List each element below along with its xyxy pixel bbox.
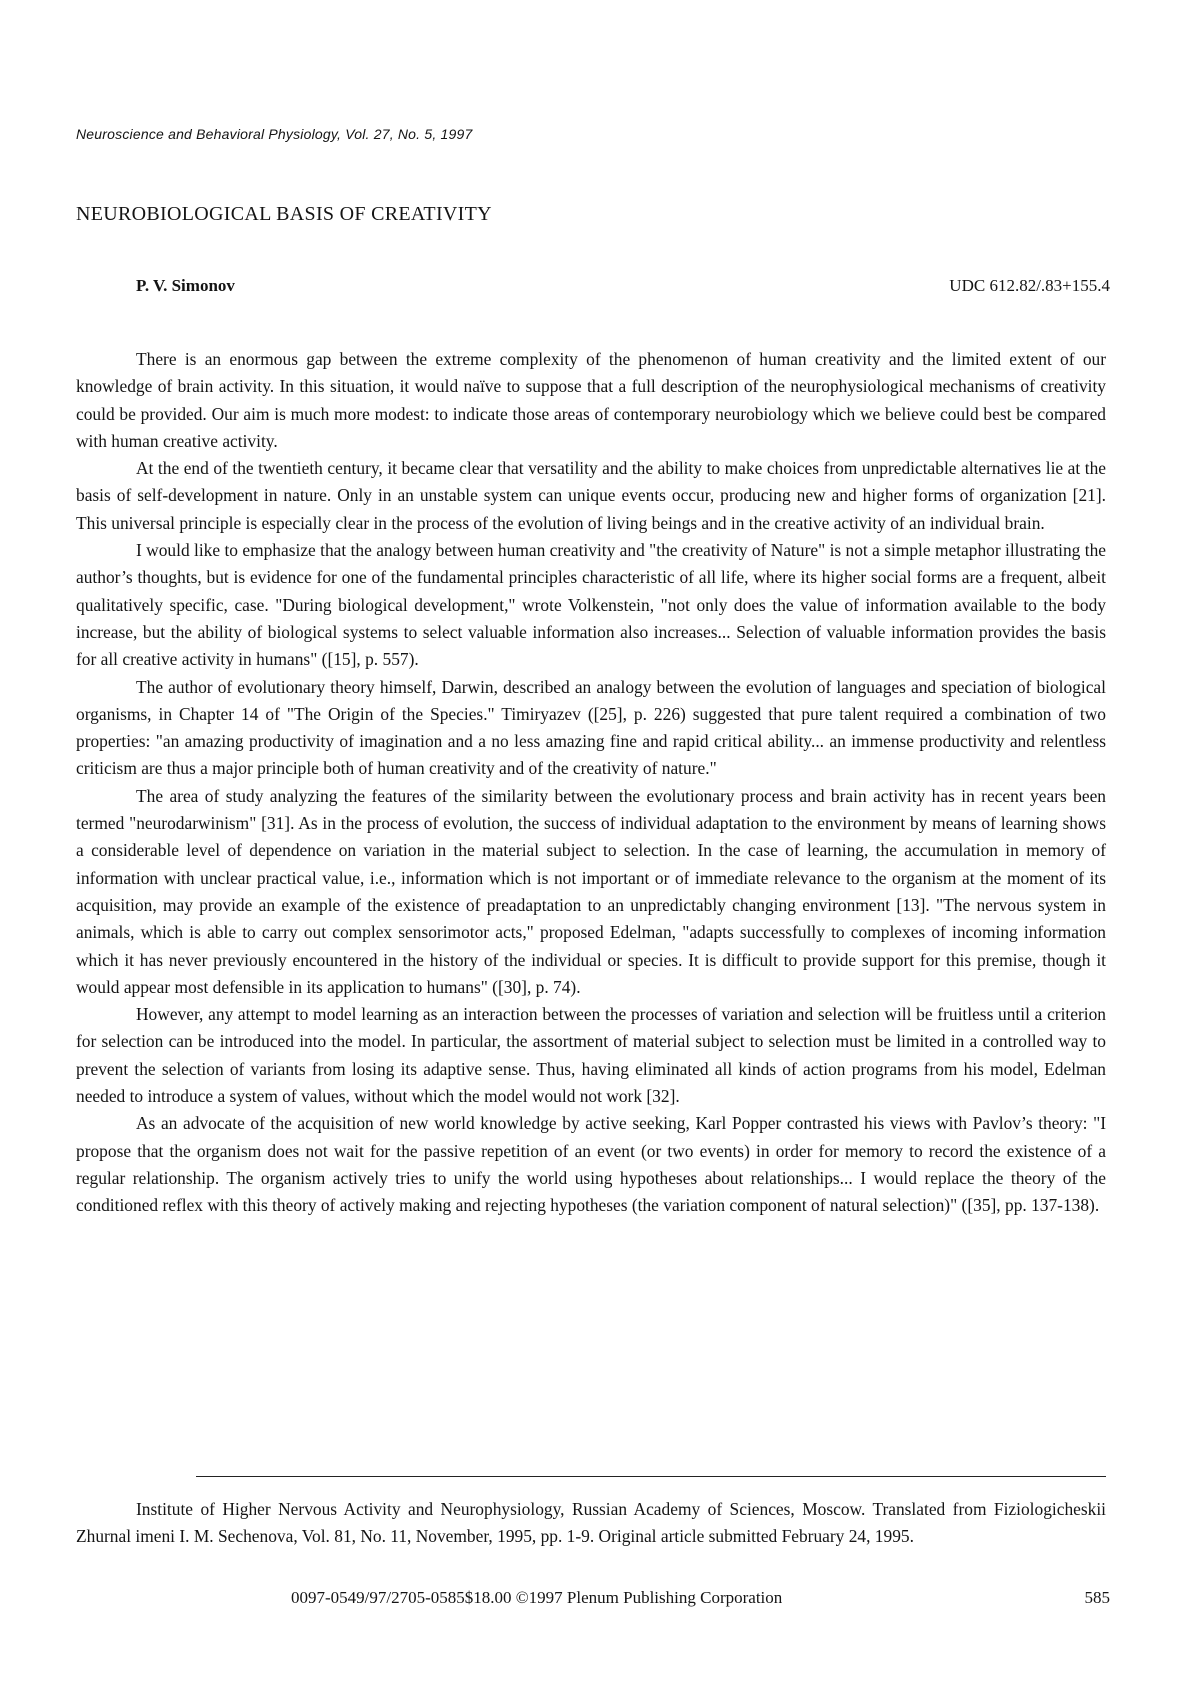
affiliation-footnote: Institute of Higher Nervous Activity and Neurophysiology, Russian Academy of Sciences, Moscow. Translated from Fiziologicheskii Zhurnal imeni I. M. Sechenova, Vol. 81, No. 11, November, 1995, pp. 1-9. Original article submitted February 24, 1995. xyxy=(76,1499,1106,1547)
paragraph: At the end of the twentieth century, it became clear that versatility and the ability to make choices from unpredictable alternatives lie at the basis of self-development in nature. Only in an unstable system can unique events occur, producing new and higher forms of organization [21]. This universal principle is especially clear in the process of the evolution of living beings and in the creative activity of an individual brain. xyxy=(76,458,1106,533)
paragraph: As an advocate of the acquisition of new world knowledge by active seeking, Karl Popper contrasted his views with Pavlov’s theory: "I propose that the organism does not wait for the passive repetition of an event (or two events) in order for memory to record the existence of a regular relationship. The organism actively tries to unify the world using hypotheses about relationships... I would replace the theory of the conditioned reflex with this theory of actively making and rejecting hypotheses (the variation component of natural selection)" ([35], pp. 137-138). xyxy=(76,1113,1106,1216)
paragraph: There is an enormous gap between the extreme complexity of the phenomenon of human creativity and the limited extent of our knowledge of brain activity. In this situation, it would naïve to suppose that a full description of the neurophysiological mechanisms of creativity could be provided. Our aim is much more modest: to indicate those areas of contemporary neurobiology which we believe could best be compared with human creative activity. xyxy=(76,349,1106,451)
paragraph: However, any attempt to model learning as an interaction between the processes of variation and selection will be fruitless until a criterion for selection can be introduced into the model. In particular, the assortment of material subject to selection must be limited in a controlled way to prevent the selection of variants from losing its adaptive sense. Thus, having eliminated all kinds of action programs from his model, Edelman needed to introduce a system of values, without which the model would not work [32]. xyxy=(76,1004,1106,1107)
page-number: 585 xyxy=(1084,1588,1110,1607)
author-name: P. V. Simonov xyxy=(136,276,235,295)
footnote-divider xyxy=(196,1476,1106,1477)
page-footer xyxy=(0,1588,1186,1612)
paragraph: I would like to emphasize that the analogy between human creativity and "the creativity of Nature" is not a simple metaphor illustrating the author’s thoughts, but is evidence for one of the fundamental principles characteristic of all life, where its higher social forms are a frequent, albeit qualitatively specific, case. "During biological development," wrote Volkenstein, "not only does the value of information available to the body increase, but the ability of biological systems to select valuable information also increases... Selection of valuable information provides the basis for all creative activity in humans" ([15], p. 557). xyxy=(76,540,1106,670)
article-body xyxy=(76,346,1106,1220)
udc-code: UDC 612.82/.83+155.4 xyxy=(949,276,1110,295)
paragraph: The author of evolutionary theory himself, Darwin, described an analogy between the evolution of languages and speciation of biological organisms, in Chapter 14 of "The Origin of the Species." Timiryazev ([25], p. 226) suggested that pure talent required a combination of two properties: "an amazing productivity of imagination and a no less amazing fine and rapid critical ability... an immense productivity and relentless criticism are thus a major principle both of human creativity and of the creativity of nature." xyxy=(76,676,1106,779)
copyright-line: 0097-0549/97/2705-0585$18.00 ©1997 Plenum Publishing Corporation xyxy=(291,1588,783,1607)
paragraph: The area of study analyzing the features of the similarity between the evolutionary process and brain activity has in recent years been termed "neurodarwinism" [31]. As in the process of evolution, the success of individual adaptation to the environment by means of learning shows a considerable level of dependence on variation in the material subject to selection. In the case of learning, the accumulation in memory of information with unclear practical value, i.e., information which is not important or of immediate relevance to the organism at the moment of its acquisition, may provide an example of the existence of preadaptation to an unpredictably changing environment [13]. "The nervous system in animals, which is able to carry out complex sensorimotor acts," proposed Edelman, "adapts successfully to complexes of incoming information which it has never previously encountered in the history of the individual or species. It is difficult to provide support for this premise, though it would appear most defensible in its application to humans" ([30], p. 74). xyxy=(76,785,1106,997)
journal-running-head: Neuroscience and Behavioral Physiology, Vol. 27, No. 5, 1997 xyxy=(76,126,473,142)
article-title: NEUROBIOLOGICAL BASIS OF CREATIVITY xyxy=(76,203,492,225)
